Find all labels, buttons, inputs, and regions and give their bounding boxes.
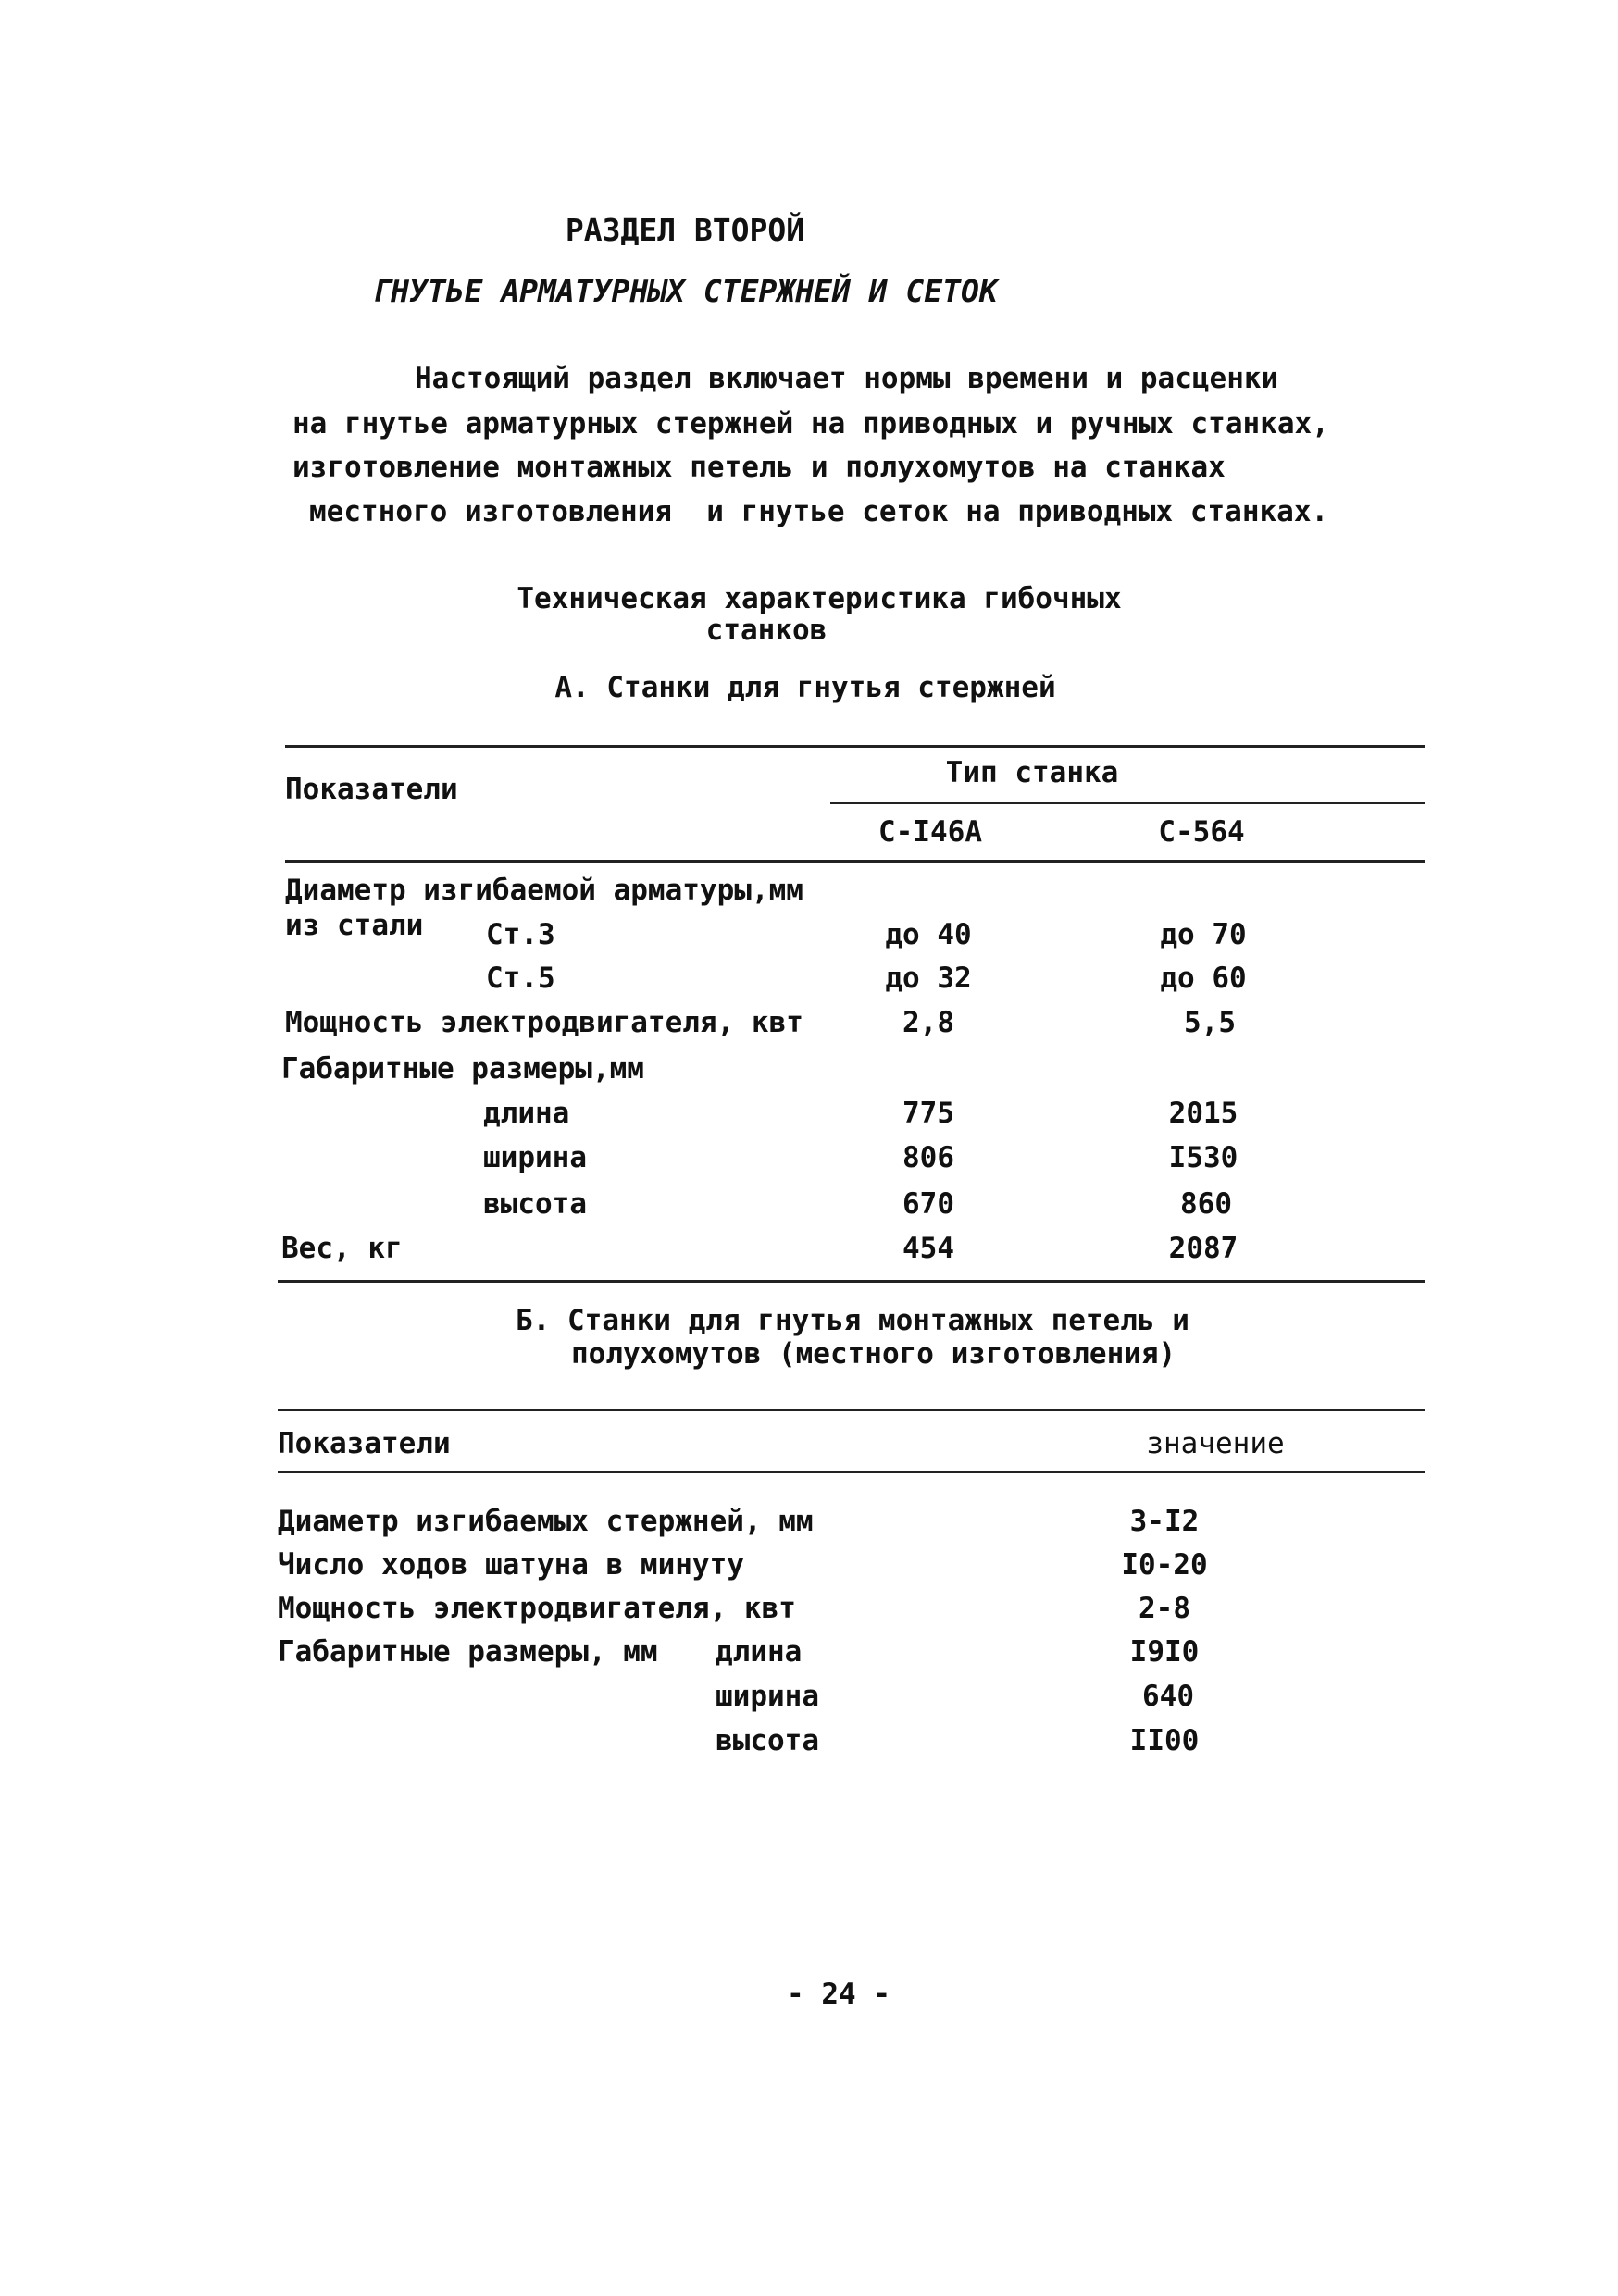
table-a-st3-label: Ст.3 (486, 918, 555, 951)
table-a-width-v2: I530 (1168, 1141, 1238, 1174)
table-a-bottom-rule (278, 1280, 1425, 1283)
table-b-header-rule (278, 1471, 1425, 1473)
intro-line-3: изготовление монтажных петель и полухомутов на станках (292, 451, 1226, 484)
table-a-power-label: Мощность электродвигателя, квт (285, 1006, 803, 1039)
table-a-st3-v1: до 40 (885, 918, 972, 951)
table-b-dims-label: Габаритные размеры, мм (278, 1635, 658, 1669)
table-a-header-type: Тип станка (945, 756, 1119, 789)
table-b-header-value: значение (1146, 1427, 1285, 1460)
table-b-caption-line-1: Б. Станки для гнутья монтажных петель и (516, 1304, 1189, 1337)
tech-heading-line-1: Техническая характеристика гибочных (517, 582, 1122, 615)
table-b-header-indicator: Показатели (278, 1427, 451, 1460)
table-a-col2-header: С-564 (1158, 815, 1245, 849)
table-a-st3-v2: до 70 (1160, 918, 1247, 951)
table-b-diameter-value: 3-I2 (1129, 1505, 1200, 1538)
table-b-power-label: Мощность электродвигателя, квт (278, 1592, 796, 1625)
table-a-diameter-label: Диаметр изгибаемой арматуры,мм (285, 874, 803, 907)
intro-line-2: на гнутье арматурных стержней на приводных и ручных станках, (292, 407, 1329, 441)
table-a-top-rule (285, 745, 1425, 748)
table-b-diameter-label: Диаметр изгибаемых стержней, мм (278, 1505, 814, 1538)
table-a-weight-label: Вес, кг (281, 1232, 403, 1265)
table-b-width-label: ширина (716, 1680, 819, 1713)
table-a-header-indicator: Показатели (285, 773, 458, 806)
table-a-weight-v2: 2087 (1168, 1232, 1238, 1265)
section-subtitle: ГНУТЬЕ АРМАТУРНЫХ СТЕРЖНЕЙ И СЕТОК (372, 273, 998, 309)
table-a-st5-v1: до 32 (885, 962, 972, 995)
table-a-width-v1: 806 (902, 1141, 954, 1174)
table-a-height-v1: 670 (902, 1187, 954, 1221)
table-b-length-label: длина (716, 1635, 803, 1669)
table-a-height-v2: 860 (1180, 1187, 1232, 1221)
table-a-st5-label: Ст.5 (486, 962, 555, 995)
table-b-strokes-value: I0-20 (1121, 1548, 1208, 1582)
tech-heading-line-2: станков (705, 614, 828, 647)
table-a-length-v2: 2015 (1168, 1097, 1238, 1130)
table-b-caption-line-2: полухомутов (местного изготовления) (571, 1337, 1176, 1371)
table-a-width-label: ширина (483, 1141, 587, 1174)
table-b-top-rule (278, 1409, 1425, 1411)
table-a-col1-header: С-I46А (878, 815, 982, 849)
table-a-weight-v1: 454 (902, 1232, 954, 1265)
table-a-header-rule (830, 802, 1425, 804)
intro-line-1: Настоящий раздел включает нормы времени и расценки (415, 362, 1279, 395)
table-a-height-label: высота (483, 1187, 587, 1221)
table-a-steel-label: из стали (285, 909, 424, 942)
table-b-width-value: 640 (1142, 1680, 1194, 1713)
table-a-power-v1: 2,8 (902, 1006, 954, 1039)
table-a-st5-v2: до 60 (1160, 962, 1247, 995)
page-number: - 24 - (787, 1978, 890, 2011)
table-b-length-value: I9I0 (1129, 1635, 1200, 1669)
table-a-caption: А. Станки для гнутья стержней (554, 671, 1056, 704)
table-a-length-v1: 775 (902, 1097, 954, 1130)
table-a-length-label: длина (483, 1097, 570, 1130)
table-a-dims-label: Габаритные размеры,мм (281, 1052, 644, 1086)
section-title: РАЗДЕЛ ВТОРОЙ (565, 212, 805, 248)
intro-line-4: местного изготовления и гнутье сеток на приводных станках. (309, 495, 1329, 528)
table-b-strokes-label: Число ходов шатуна в минуту (278, 1548, 744, 1582)
table-b-height-label: высота (716, 1724, 819, 1757)
table-a-header-bottom-rule (285, 860, 1425, 863)
table-b-power-value: 2-8 (1139, 1592, 1190, 1625)
table-b-height-value: II00 (1129, 1724, 1200, 1757)
table-a-power-v2: 5,5 (1184, 1006, 1236, 1039)
